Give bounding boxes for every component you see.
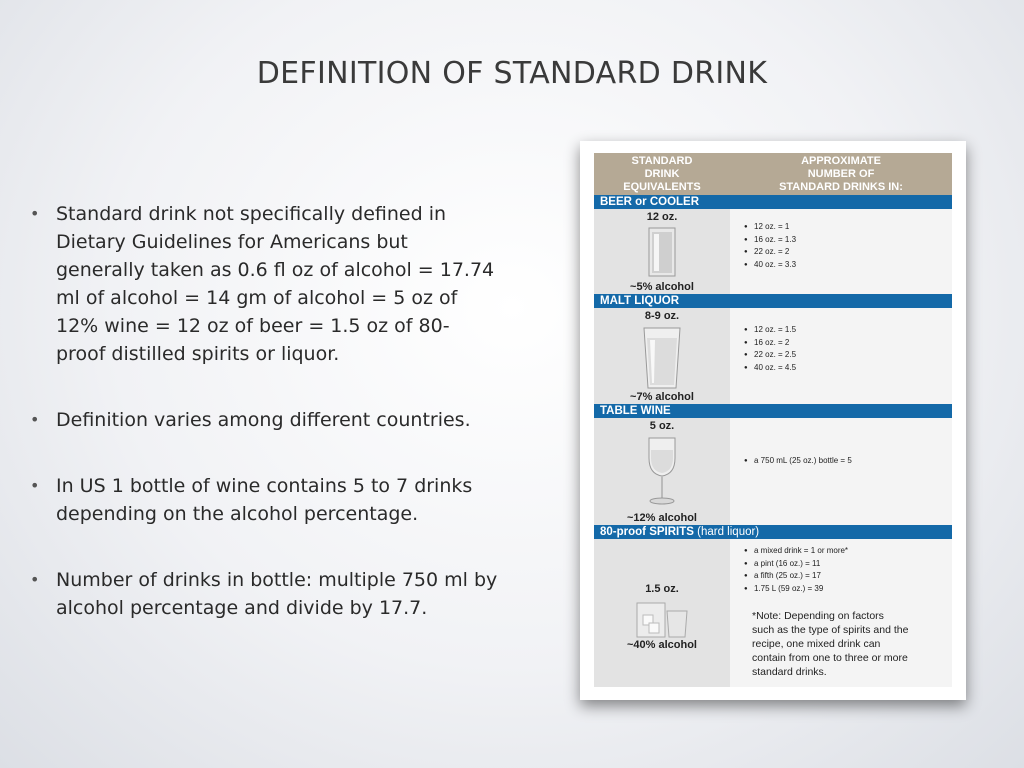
beer-glass-icon bbox=[647, 226, 677, 278]
header-left bbox=[594, 153, 730, 195]
section-band-spirits bbox=[594, 525, 952, 539]
alcohol-percent: ~40% alcohol bbox=[626, 639, 697, 651]
footnote-line: recipe, one mixed drink can bbox=[752, 638, 881, 650]
section-row-beer bbox=[594, 209, 952, 294]
header-right-line: NUMBER OF bbox=[807, 168, 875, 180]
header-right bbox=[730, 153, 952, 195]
serving-size: 1.5 oz. bbox=[645, 583, 679, 595]
slide-title: DEFINITION OF STANDARD DRINK bbox=[256, 56, 768, 91]
pint-glass-icon bbox=[642, 326, 682, 390]
list-item: ● 40 oz. = 4.5 bbox=[744, 362, 796, 375]
bullet-item: • In US 1 bottle of wine contains 5 to 7 drinks depending on the alcohol percentage. bbox=[28, 472, 498, 528]
drink-equivalent-cell bbox=[594, 209, 730, 294]
list-item: ● 40 oz. = 3.3 bbox=[744, 259, 796, 272]
list-item: ● 22 oz. = 2.5 bbox=[744, 349, 796, 362]
section-row-wine bbox=[594, 418, 952, 525]
list-item: ● 1.75 L (59 oz.) = 39 bbox=[744, 583, 848, 596]
header-left-line: EQUIVALENTS bbox=[623, 181, 701, 193]
list-item: ● 16 oz. = 1.3 bbox=[744, 234, 796, 247]
list-item: ● a 750 mL (25 oz.) bottle = 5 bbox=[744, 455, 852, 468]
footnote-line: contain from one to three or more bbox=[752, 652, 908, 664]
section-row-spirits bbox=[594, 539, 952, 687]
list-item: ● a fifth (25 oz.) = 17 bbox=[744, 570, 848, 583]
footnote-line: *Note: Depending on factors bbox=[752, 610, 884, 622]
section-band-beer: BEER or COOLER bbox=[594, 195, 952, 209]
list-item: ● 22 oz. = 2 bbox=[744, 246, 796, 259]
section-row-malt bbox=[594, 308, 952, 404]
drink-equivalent-cell bbox=[594, 539, 730, 687]
band-title: 80-proof SPIRITS bbox=[600, 526, 694, 538]
alcohol-percent: ~12% alcohol bbox=[626, 512, 697, 524]
bullet-item: • Standard drink not specifically defined in Dietary Guidelines for Americans but generally taken as 0.6 fl oz of alcohol = 17.74 ml of alcohol = 14 gm of alcohol = 5 oz of 12% wine = 12 oz of beer = 1.5 oz of 80-proof distilled spirits or liquor. bbox=[28, 200, 498, 368]
section-band-wine: TABLE WINE bbox=[594, 404, 952, 418]
list-item: ● a pint (16 oz.) = 11 bbox=[744, 558, 848, 571]
list-item: ● a mixed drink = 1 or more* bbox=[744, 545, 848, 558]
drink-count-cell bbox=[730, 308, 952, 404]
bullet-list bbox=[28, 200, 498, 660]
drink-count-cell bbox=[730, 418, 952, 525]
drink-equivalent-cell bbox=[594, 418, 730, 525]
footnote-line: standard drinks. bbox=[752, 666, 827, 678]
header-right-line: APPROXIMATE bbox=[801, 155, 881, 167]
alcohol-percent: ~5% alcohol bbox=[630, 281, 694, 293]
list-item: ● 12 oz. = 1 bbox=[744, 221, 796, 234]
list-item: ● 16 oz. = 2 bbox=[744, 337, 796, 350]
shot-glass-icon bbox=[635, 599, 689, 639]
section-band-malt: MALT LIQUOR bbox=[594, 294, 952, 308]
table-header bbox=[594, 153, 952, 195]
drink-equivalent-cell bbox=[594, 308, 730, 404]
serving-size: 8-9 oz. bbox=[644, 310, 680, 322]
serving-size: 12 oz. bbox=[646, 211, 678, 223]
header-left-line: DRINK bbox=[644, 168, 680, 180]
standard-drink-chart bbox=[580, 141, 966, 700]
band-subtitle: (hard liquor) bbox=[697, 526, 760, 538]
bullet-item: • Definition varies among different countries. bbox=[28, 406, 498, 434]
footnote bbox=[752, 609, 908, 679]
list-item: ● 12 oz. = 1.5 bbox=[744, 324, 796, 337]
bullet-item: • Number of drinks in bottle: multiple 750 ml by alcohol percentage and divide by 17.7. bbox=[28, 566, 498, 622]
drink-count-cell bbox=[730, 209, 952, 294]
alcohol-percent: ~7% alcohol bbox=[630, 391, 694, 403]
wine-glass-icon bbox=[645, 436, 679, 506]
serving-size: 5 oz. bbox=[649, 420, 675, 432]
footnote-line: such as the type of spirits and the bbox=[752, 624, 909, 636]
header-left-line: STANDARD bbox=[631, 155, 693, 167]
drink-count-cell bbox=[730, 539, 952, 687]
header-right-line: STANDARD DRINKS IN: bbox=[779, 181, 903, 193]
drink-table bbox=[594, 153, 952, 687]
